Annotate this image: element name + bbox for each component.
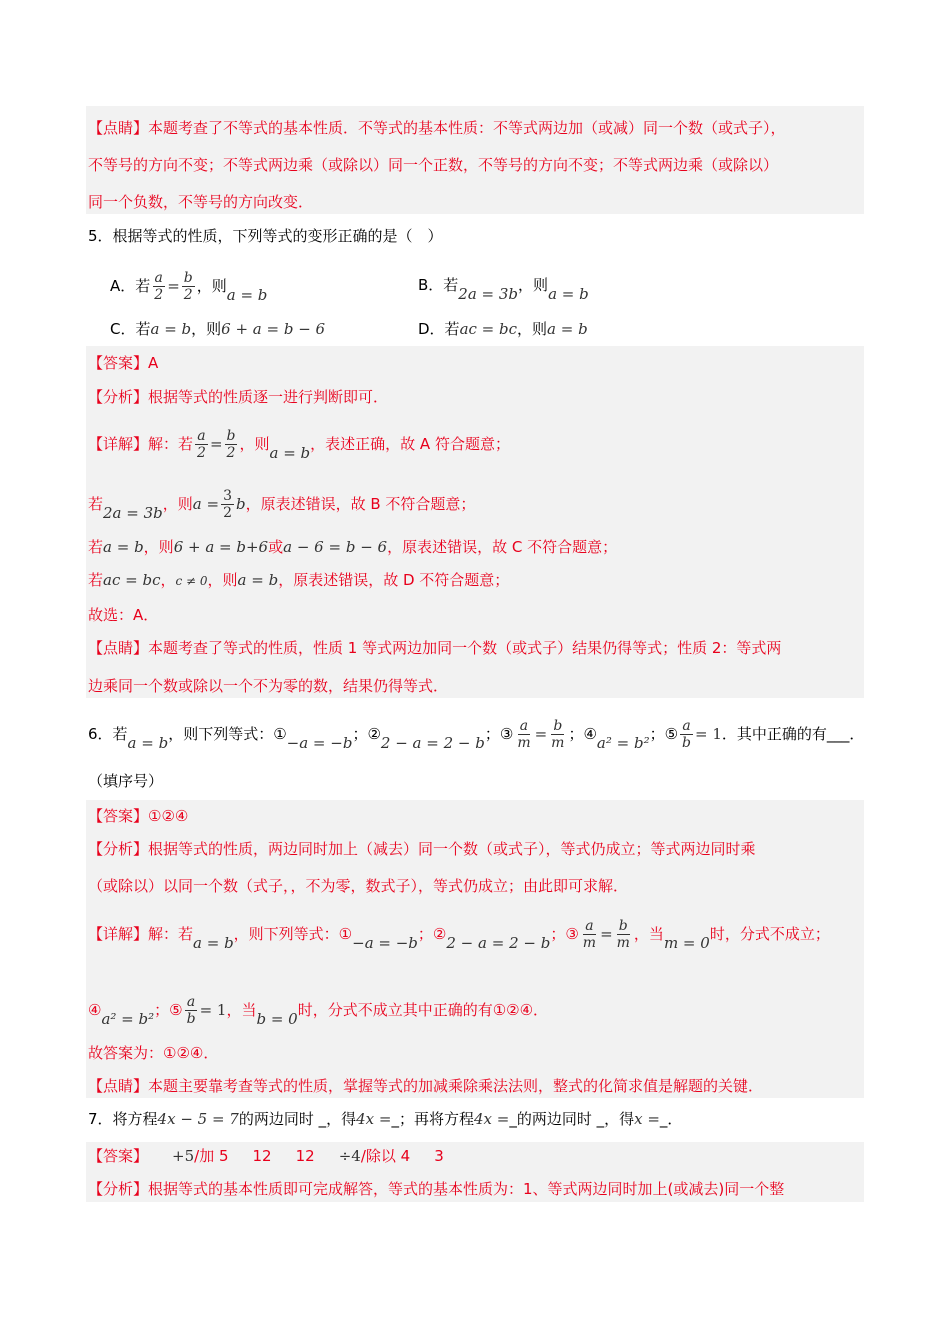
- q5-point-line2: 边乘同一个数或除以一个不为零的数，结果仍得等式．: [88, 677, 449, 695]
- q6-detail-line1: 【详解】解：若a = b，则下列等式：①−a = −b；②2 − a = 2 − b；③ $\frac{a}{m}$ = $\frac{b}{m}$ ，当m = 0时，分式不成立；: [88, 918, 830, 952]
- q7-answer: 【答案】 +5/加 5 12 12 ÷4/除以 4 3: [88, 1147, 444, 1165]
- q5-choose: 故选：A．: [88, 606, 159, 624]
- q7-analysis: 【分析】根据等式的基本性质即可完成解答，等式的基本性质为：1、等式两边同时加上(或减去)同一个整: [88, 1180, 785, 1198]
- q6-fill-hint: （填序号）: [88, 772, 164, 790]
- q6-point: 【点睛】本题主要靠考查等式的性质，掌握等式的加减乘除乘法法则，整式的化简求值是解题的关键．: [88, 1077, 764, 1095]
- q5-point-line1: 【点睛】本题考查了等式的性质，性质 1 等式两边加同一个数（或式子）结果仍得等式；性质 2：等式两: [88, 639, 782, 657]
- q5-option-d[interactable]: D．若ac = bc，则a = b: [418, 320, 588, 338]
- q6-answer: 【答案】①②④: [88, 807, 189, 825]
- q5-detail-b: 若2a = 3b，则a = $\frac{3}{2}$ b，原表述错误，故 B 不符合题意；: [88, 488, 476, 522]
- frac-a-over-2: $\frac{a}{2}$: [154, 270, 164, 303]
- prev-point-line3: 同一个负数，不等号的方向改变．: [88, 193, 314, 211]
- q5-detail-d: 若ac = bc，c ≠ 0，则a = b，原表述错误，故 D 不符合题意；: [88, 571, 510, 589]
- q5-option-c[interactable]: C．若a = b，则6 + a = b − 6: [110, 320, 326, 338]
- q6-final-answer: 故答案为：①②④．: [88, 1044, 219, 1062]
- q6-analysis-line1: 【分析】根据等式的性质，两边同时加上（减去）同一个数（或式子），等式仍成立；等式两边同时乘: [88, 840, 756, 858]
- q5-answer: 【答案】A: [88, 354, 159, 372]
- q6-analysis-line2: （或除以）以同一个数（式子，，不为零，数式子），等式仍成立；由此即可求解．: [88, 877, 629, 895]
- q6-detail-line2: ④a² = b²；⑤ $\frac{a}{b}$ = 1，当b = 0时，分式不成立其中正确的有①②④．: [88, 994, 549, 1028]
- prev-point-line1: 【点睛】本题考查了不等式的基本性质．不等式的基本性质：不等式两边加（或减）同一个数（或式子），: [88, 119, 786, 137]
- q5-detail-c: 若a = b，则6 + a = b+6或a − 6 = b − 6，原表述错误，故 C 不符合题意；: [88, 538, 618, 556]
- q5-option-b[interactable]: B．若2a = 3b，则a = b: [418, 276, 589, 303]
- q5-stem: 5．根据等式的性质，下列等式的变形正确的是（ ）: [88, 227, 443, 245]
- q5-option-a[interactable]: A．若 $\frac{a}{2}$ = $\frac{b}{2}$ ，则a = b: [110, 270, 268, 304]
- prev-point-line2: 不等号的方向不变；不等式两边乘（或除以）同一个正数，不等号的方向不变；不等式两边乘（或除以）: [88, 156, 779, 174]
- q6-stem: 6．若a = b，则下列等式：①−a = −b；②2 − a = 2 − b；③ $\frac{a}{m}$ = $\frac{b}{m}$ ；④a² = b²；⑤ $\frac{a}{b}$ = 1．其中正确的有___．: [88, 718, 865, 752]
- q7-stem: 7．将方程4x − 5 = 7的两边同时 _，得4x =_；再将方程4x =_的两边同时 _，得x =_．: [88, 1110, 683, 1128]
- q5-analysis: 【分析】根据等式的性质逐一进行判断即可．: [88, 388, 389, 406]
- q5-detail-a: 【详解】解：若 $\frac{a}{2}$ = $\frac{b}{2}$ ，则a = b，表述正确，故 A 符合题意；: [88, 428, 510, 462]
- frac-b-over-2: $\frac{b}{2}$: [183, 270, 193, 303]
